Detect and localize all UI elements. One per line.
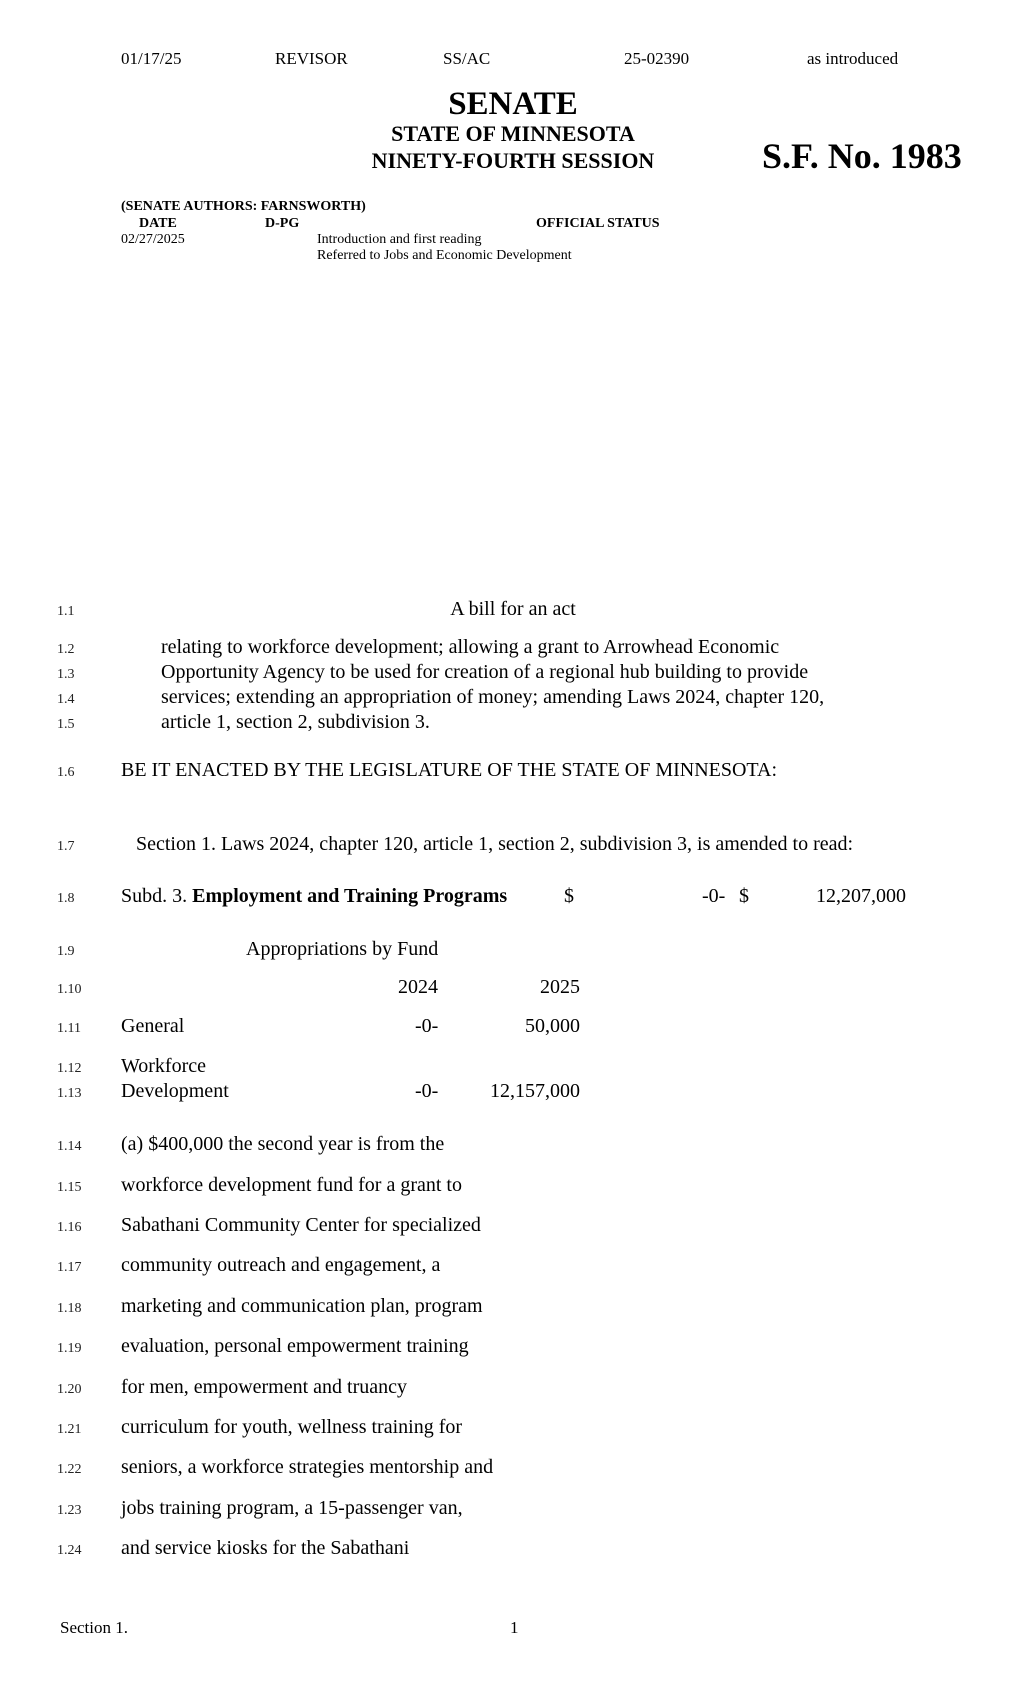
line-number: 1.13 — [57, 1086, 82, 1101]
line-number: 1.20 — [57, 1382, 82, 1397]
paragraph-line: workforce development fund for a grant to — [121, 1174, 462, 1196]
header-doc-number: 25-02390 — [624, 49, 690, 68]
paragraph-line: (a) $400,000 the second year is from the — [121, 1133, 445, 1155]
paragraph-line: community outreach and engagement, a — [121, 1254, 441, 1276]
paragraph-line: seniors, a workforce strategies mentorship and — [121, 1456, 494, 1478]
paragraph-line: for men, empowerment and truancy — [121, 1376, 408, 1398]
header-initials: SS/AC — [443, 49, 491, 68]
status-entry-text: Referred to Jobs and Economic Development — [317, 248, 572, 263]
paragraph-line: Sabathani Community Center for specialized — [121, 1214, 481, 1236]
dollar-sign: $ — [564, 885, 574, 907]
subdivision-label: Subd. 3. — [121, 885, 188, 907]
fund-row-value: -0- — [415, 1080, 439, 1102]
header-version: as introduced — [807, 49, 899, 68]
fund-col-year: 2024 — [398, 976, 438, 998]
appropriation-first-year: -0- — [702, 885, 726, 907]
status-col-official: OFFICIAL STATUS — [536, 216, 660, 231]
fund-row-label: General — [121, 1015, 185, 1037]
line-number: 1.8 — [57, 891, 75, 906]
line-number: 1.3 — [57, 667, 75, 682]
line-number: 1.5 — [57, 717, 75, 732]
fund-row-value: 50,000 — [525, 1015, 580, 1037]
line-number: 1.14 — [57, 1139, 82, 1154]
senate-authors: (SENATE AUTHORS: FARNSWORTH) — [121, 199, 366, 214]
fund-table-heading: Appropriations by Fund — [246, 938, 439, 960]
line-number: 1.24 — [57, 1543, 82, 1558]
enacting-clause: BE IT ENACTED BY THE LEGISLATURE OF THE STATE OF MINNESOTA: — [121, 759, 778, 781]
line-number: 1.12 — [57, 1061, 82, 1076]
line-number: 1.17 — [57, 1260, 82, 1275]
subdivision-line — [121, 885, 507, 908]
line-number: 1.4 — [57, 692, 75, 707]
status-col-dpg: D-PG — [265, 216, 300, 231]
fund-row-label: Workforce — [121, 1055, 207, 1077]
paragraph-line: curriculum for youth, wellness training for — [121, 1416, 463, 1438]
line-number: 1.16 — [57, 1220, 82, 1235]
bill-heading: A bill for an act — [450, 598, 576, 620]
line-number: 1.15 — [57, 1180, 82, 1195]
line-number: 1.2 — [57, 642, 75, 657]
session-title: NINETY-FOURTH SESSION — [371, 148, 655, 173]
bill-title-line: article 1, section 2, subdivision 3. — [161, 711, 430, 733]
bill-title-line: Opportunity Agency to be used for creation of a regional hub building to provide — [161, 661, 809, 683]
line-number: 1.10 — [57, 982, 82, 997]
state-title: STATE OF MINNESOTA — [391, 121, 635, 146]
paragraph-line: and service kiosks for the Sabathani — [121, 1537, 410, 1559]
status-col-date: DATE — [139, 216, 177, 231]
status-entry-text: Introduction and first reading — [317, 232, 482, 247]
bill-number: S.F. No. 1983 — [762, 136, 962, 176]
line-number: 1.21 — [57, 1422, 82, 1437]
section-heading: Section 1. Laws 2024, chapter 120, article 1, section 2, subdivision 3, is amended to read: — [136, 833, 854, 855]
paragraph-line: jobs training program, a 15-passenger van, — [121, 1497, 463, 1519]
appropriation-second-year: 12,207,000 — [816, 885, 906, 907]
subdivision-title: Employment and Training Programs — [192, 885, 508, 907]
paragraph-line: evaluation, personal empowerment training — [121, 1335, 469, 1357]
dollar-sign: $ — [739, 885, 749, 907]
line-number: 1.18 — [57, 1301, 82, 1316]
header-revisor: REVISOR — [275, 49, 348, 68]
paragraph-line: marketing and communication plan, program — [121, 1295, 483, 1317]
fund-row-label: Development — [121, 1080, 229, 1102]
bill-title-line: relating to workforce development; allowing a grant to Arrowhead Economic — [161, 636, 780, 658]
header-date: 01/17/25 — [121, 49, 182, 68]
footer-page-number: 1 — [510, 1618, 519, 1637]
status-entry-date: 02/27/2025 — [121, 232, 185, 247]
line-number: 1.11 — [57, 1021, 81, 1036]
fund-row-value: 12,157,000 — [490, 1080, 580, 1102]
line-number: 1.6 — [57, 765, 75, 780]
bill-title-line: services; extending an appropriation of money; amending Laws 2024, chapter 120, — [161, 686, 825, 708]
line-number: 1.9 — [57, 944, 75, 959]
chamber-title: SENATE — [448, 86, 578, 122]
line-number: 1.7 — [57, 839, 75, 854]
fund-row-value: -0- — [415, 1015, 439, 1037]
line-number: 1.22 — [57, 1462, 82, 1477]
fund-col-year: 2025 — [540, 976, 580, 998]
line-number: 1.19 — [57, 1341, 82, 1356]
line-number: 1.23 — [57, 1503, 82, 1518]
footer-section: Section 1. — [60, 1618, 128, 1637]
line-number: 1.1 — [57, 604, 75, 619]
